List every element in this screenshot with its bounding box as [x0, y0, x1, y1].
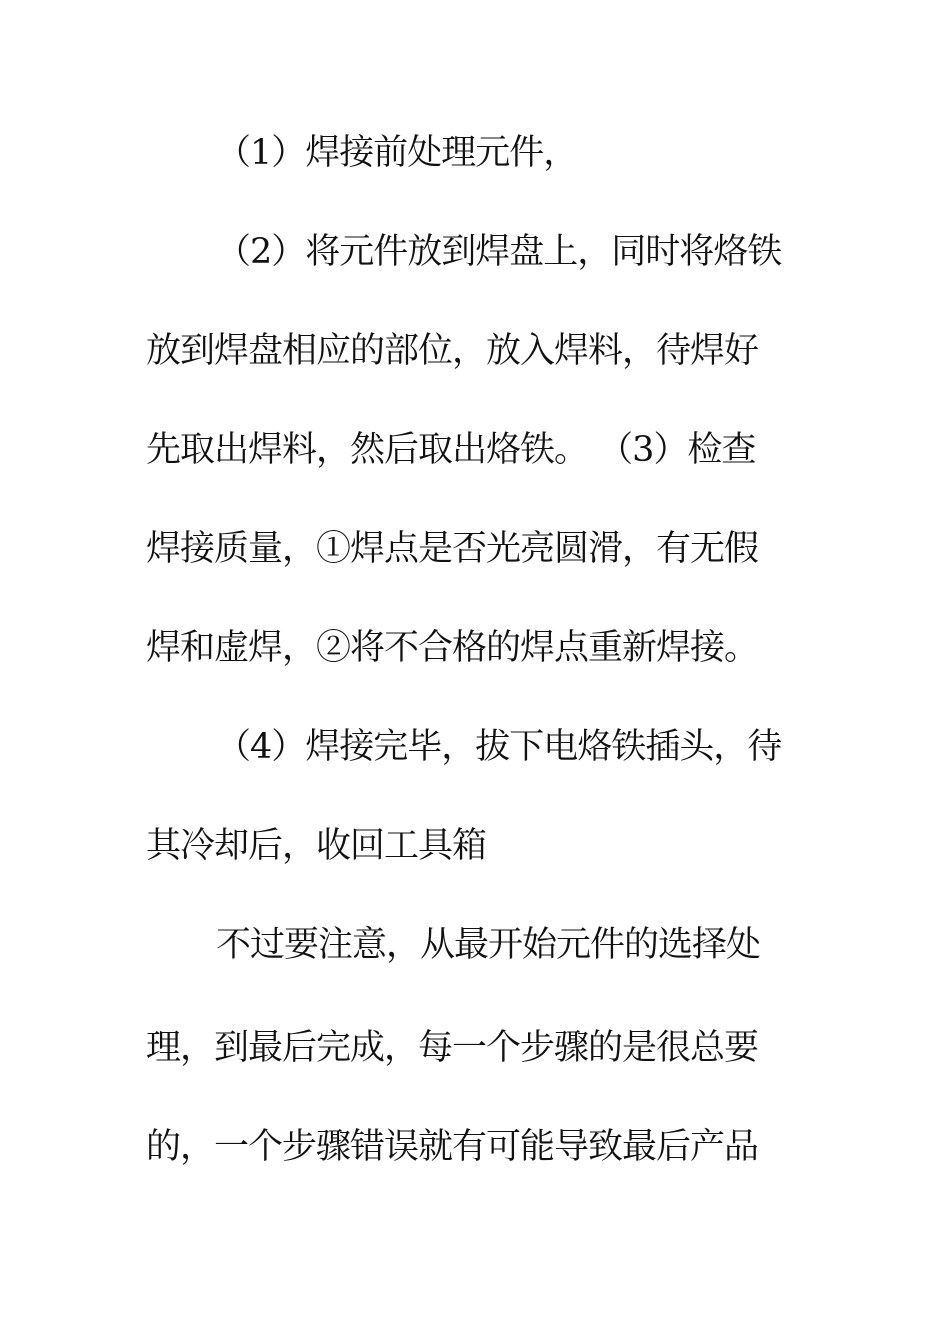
text-line: 先取出焊料，然后取出烙铁。 （3）检查: [146, 430, 756, 470]
text-line: （2）将元件放到焊盘上，同时将烙铁: [216, 232, 782, 272]
text-line: 理，到最后完成，每一个步骤的是很总要: [146, 1028, 759, 1068]
text-line: 的，一个步骤错误就有可能导致最后产品: [146, 1127, 759, 1167]
text-line: 焊接质量，①焊点是否光亮圆滑，有无假: [146, 529, 759, 569]
text-line: 其冷却后，收回工具箱: [146, 826, 487, 866]
text-line: 不过要注意，从最开始元件的选择处: [216, 925, 761, 965]
text-line: 放到焊盘相应的部位，放入焊料，待焊好: [146, 331, 759, 371]
text-line: （4）焊接完毕，拔下电烙铁插头，待: [216, 727, 782, 767]
text-line: 焊和虚焊，②将不合格的焊点重新焊接。: [146, 628, 759, 668]
text-line: （1）焊接前处理元件，: [216, 133, 578, 173]
